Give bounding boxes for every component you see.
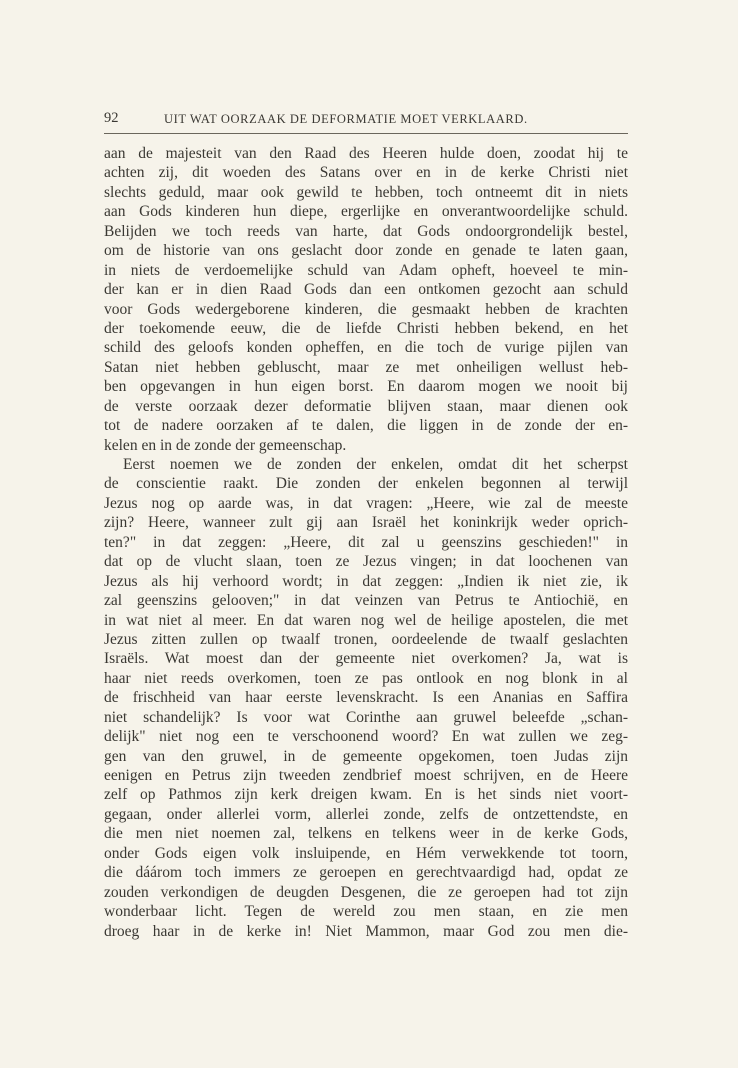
text-line: ben opgevangen in hun eigen borst. En daarom mogen we nooit bij (104, 378, 628, 396)
text-line: Belijden we toch reeds van harte, dat Gods ondoorgrondelijk bestel, (104, 222, 628, 240)
text-line: om de historie van ons geslacht door zonde en genade te laten gaan, (104, 242, 628, 260)
text-line: Jezus zitten zullen op twaalf tronen, oordeelende de twaalf geslachten (104, 630, 628, 648)
text-line: droeg haar in de kerke in! Niet Mammon, maar God zou men die- (104, 922, 628, 940)
text-line: die men niet noemen zal, telkens en telkens weer in de kerke Gods, (104, 825, 628, 843)
text-line: delijk" niet nog een te verschoonend woord? En wat zullen we zeg- (104, 728, 628, 746)
running-title: UIT WAT OORZAAK DE DEFORMATIE MOET VERKLAARD. (164, 112, 528, 126)
text-line: in wat niet al meer. En dat waren nog wel de heilige apostelen, die met (104, 611, 628, 629)
text-line: zijn? Heere, wanneer zult gij aan Israël het koninkrijk weder oprich- (104, 514, 628, 532)
text-line: niet schandelijk? Is voor wat Corinthe aan gruwel beleefde „schan- (104, 708, 628, 726)
text-line: aan Gods kinderen hun diepe, ergerlijke en onverantwoordelijke schuld. (104, 203, 628, 221)
text-line: gegaan, onder allerlei vorm, allerlei zonde, zelfs de ontzettendste, en (104, 805, 628, 823)
text-line: voor Gods wedergeborene kinderen, die gesmaakt hebben de krachten (104, 300, 628, 318)
text-line: tot de nadere oorzaken af te dalen, die liggen in de zonde der en- (104, 417, 628, 435)
text-line: schild des geloofs konden opheffen, en die toch de vurige pijlen van (104, 339, 628, 357)
text-line: der kan er in dien Raad Gods dan een ontkomen gezocht aan schuld (104, 281, 628, 299)
text-line: zelf op Pathmos zijn kerk dreigen kwam. En is het sinds niet voort- (104, 786, 628, 804)
text-line: Israëls. Wat moest dan der gemeente niet overkomen? Ja, wat is (104, 650, 628, 668)
text-line: zouden verkondigen de deugden Desgenen, die ze geroepen had tot zijn (104, 883, 628, 901)
text-line: achten zij, dit woeden des Satans over en in de kerke Christi niet (104, 164, 628, 182)
text-line: aan de majesteit van den Raad des Heeren hulde doen, zoodat hij te (104, 145, 628, 162)
text-line: der toekomende eeuw, die de liefde Christi hebben bekend, en het (104, 319, 628, 337)
text-line: Eerst noemen we de zonden der enkelen, omdat dit het scherpst (123, 456, 628, 473)
text-line: haar niet reeds overkomen, toen ze pas ontlook en nog blonk in al (104, 669, 628, 687)
text-line: wonderbaar licht. Tegen de wereld zou men staan, en zie men (104, 903, 628, 921)
text-line: zal geenszins gelooven;" in dat veinzen van Petrus te Antiochië, en (104, 592, 628, 610)
page-number: 92 (104, 110, 119, 126)
text-line: de frischheid van haar eerste levenskracht. Is een Ananias en Saffira (104, 689, 628, 707)
text-line: gen van den gruwel, in de gemeente opgekomen, toen Judas zijn (104, 747, 628, 765)
text-line: die dáárom toch immers ze geroepen en gerechtvaardigd had, opdat ze (104, 864, 628, 882)
page-header (104, 106, 628, 130)
text-line: Jezus als hij verhoord wordt; in dat zeggen: „Indien ik niet zie, ik (104, 572, 628, 590)
text-line: slechts geduld, maar ook gewild te hebben, toch ontneemt dit in niets (104, 183, 628, 201)
text-line: ten?" in dat zeggen: „Heere, dit zal u geenszins geschieden!" in (104, 533, 628, 551)
text-line: onder Gods eigen volk insluipende, en Hém verwekkende tot toorn, (104, 844, 628, 862)
body-text (104, 144, 628, 941)
text-line: in niets de verdoemelijke schuld van Adam opheft, hoeveel te min- (104, 261, 628, 279)
header-rule (104, 133, 628, 134)
text-line: de conscientie raakt. Die zonden der enkelen begonnen al terwijl (104, 475, 628, 493)
text-line: de verste oorzaak dezer deformatie blijven staan, maar dienen ook (104, 397, 628, 415)
text-line: eenigen en Petrus zijn tweeden zendbrief moest schrijven, en de Heere (104, 767, 628, 784)
text-line: Jezus nog op aarde was, in dat vragen: „Heere, wie zal de meeste (104, 494, 628, 512)
text-line: kelen en in de zonde der gemeenschap. (104, 436, 347, 454)
text-line: Satan niet hebben gebluscht, maar ze met onheiligen wellust heb- (104, 358, 628, 376)
text-line: dat op de vlucht slaan, toen ze Jezus vingen; in dat loochenen van (104, 553, 628, 571)
